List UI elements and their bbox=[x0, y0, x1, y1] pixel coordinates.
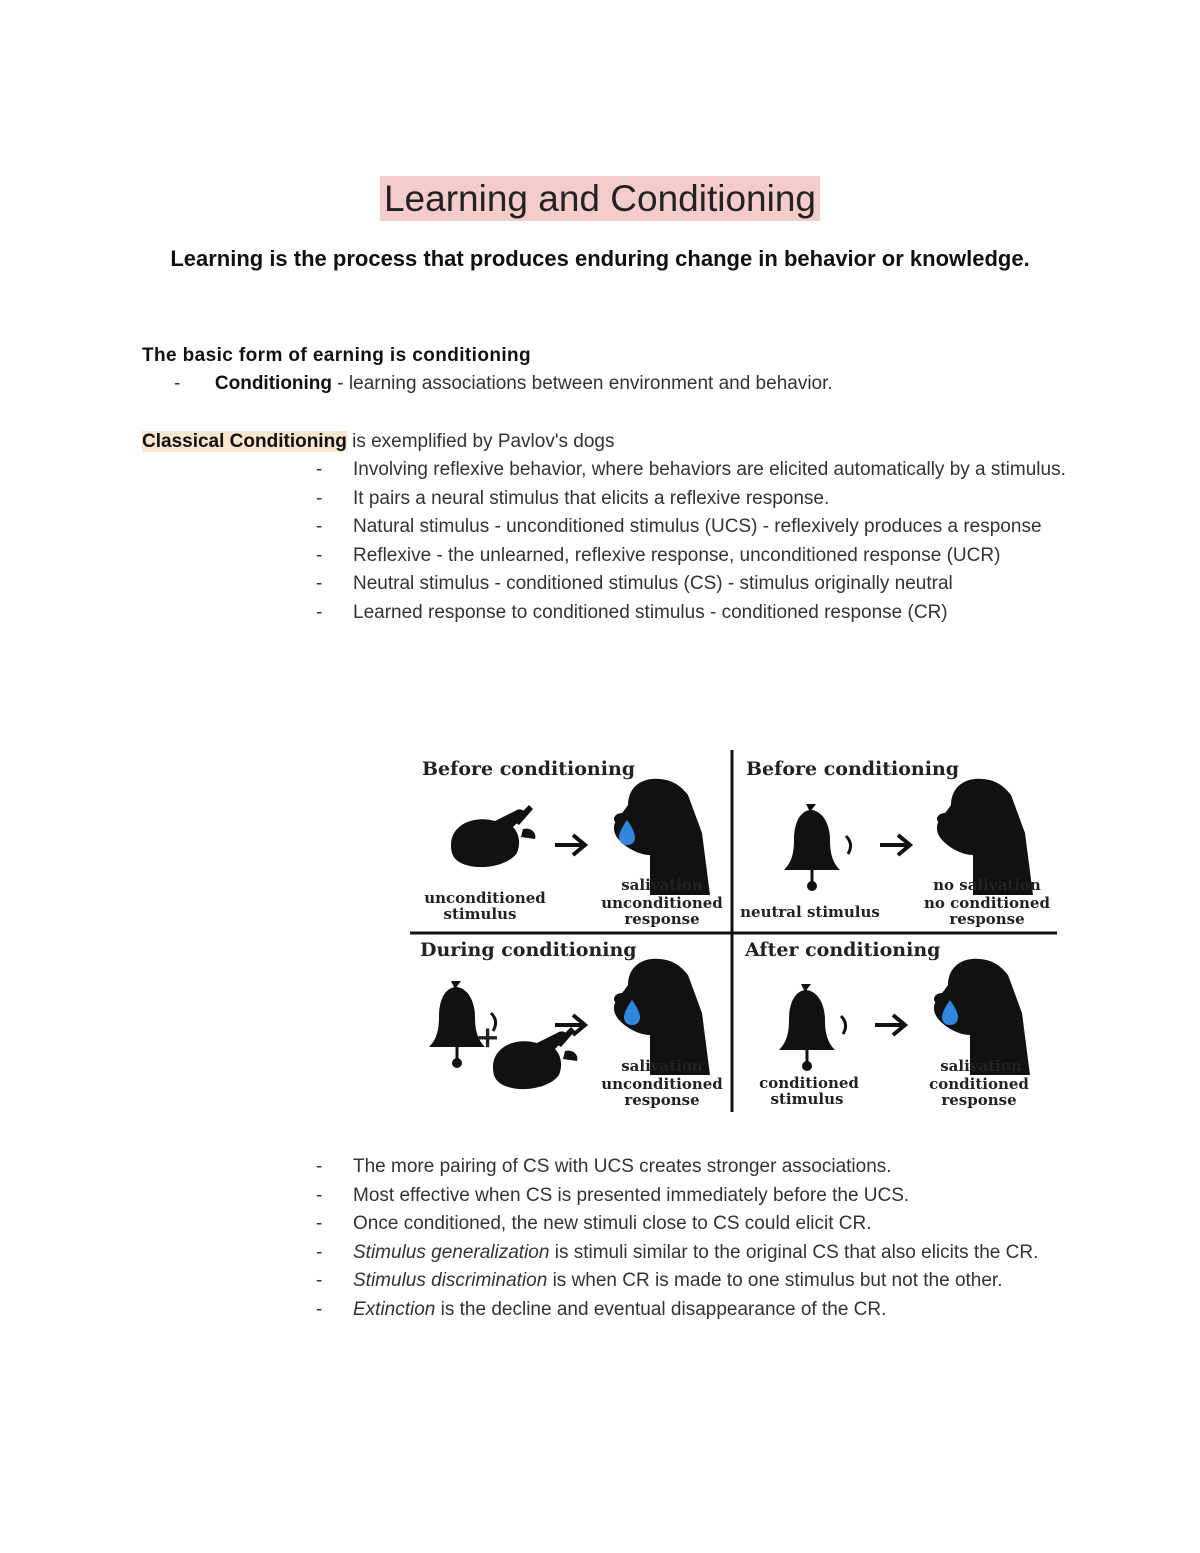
classical-term: Classical Conditioning bbox=[142, 431, 347, 452]
conditioning-term: Conditioning bbox=[214, 373, 333, 394]
after-bullets bbox=[313, 1153, 1073, 1324]
dash: - bbox=[174, 373, 181, 394]
list-item: - Neutral stimulus - conditioned stimulus (CS) - stimulus originally neutral bbox=[316, 573, 953, 594]
label: unconditioned bbox=[424, 889, 546, 907]
subtitle: Learning is the process that produces enduring change in behavior or knowledge. bbox=[170, 246, 1030, 271]
label: stimulus bbox=[770, 1090, 844, 1108]
list-item: - Stimulus discrimination is when CR is made to one stimulus but not the other. bbox=[316, 1270, 1003, 1291]
label: salivation bbox=[940, 1057, 1022, 1075]
list-item: - Reflexive - the unlearned, reflexive response, unconditioned response (UCR) bbox=[316, 544, 1001, 566]
arrow-icon bbox=[880, 835, 910, 855]
label: unconditioned bbox=[601, 894, 723, 912]
title-text: Learning and Conditioning bbox=[380, 176, 820, 221]
classical-heading bbox=[142, 428, 614, 456]
panel-after bbox=[744, 939, 1030, 1109]
label: conditioned bbox=[929, 1075, 1029, 1093]
label: stimulus bbox=[443, 905, 517, 923]
label: no conditioned bbox=[924, 894, 1050, 912]
page-title bbox=[0, 178, 1200, 220]
basic-heading: The basic form of earning is conditioning bbox=[142, 345, 532, 366]
panel-heading: During conditioning bbox=[420, 939, 637, 961]
list-item: - Once conditioned, the new stimuli close to CS could elicit CR. bbox=[316, 1213, 872, 1234]
bell-icon bbox=[779, 984, 846, 1071]
label: salivation bbox=[621, 876, 703, 894]
panel-heading: After conditioning bbox=[745, 939, 941, 961]
list-item: - Learned response to conditioned stimulus - conditioned response (CR) bbox=[316, 601, 948, 623]
list-item: - Natural stimulus - unconditioned stimulus (UCS) - reflexively produces a response bbox=[316, 516, 1042, 537]
label: neutral stimulus bbox=[740, 903, 880, 921]
panel-during bbox=[420, 939, 723, 1109]
panel-heading: Before conditioning bbox=[422, 758, 636, 780]
panel-before-bell bbox=[740, 758, 1050, 928]
list-item: - Most effective when CS is presented immediately before the UCS. bbox=[316, 1184, 910, 1206]
panel-before-food bbox=[422, 758, 723, 928]
label: response bbox=[624, 1091, 700, 1109]
chicken-icon bbox=[493, 1027, 577, 1089]
label: unconditioned bbox=[601, 1075, 723, 1093]
plus-sign: + bbox=[475, 1020, 501, 1055]
conditioning-definition: - learning associations between environment and behavior. bbox=[332, 373, 833, 394]
list-item: - Involving reflexive behavior, where behaviors are elicited automatically by a stimulus. bbox=[316, 459, 1066, 480]
label: response bbox=[949, 910, 1025, 928]
list-item: - Extinction is the decline and eventual disappearance of the CR. bbox=[316, 1298, 887, 1320]
pavlov-diagram bbox=[405, 745, 1060, 1115]
list-item: - Stimulus generalization is stimuli similar to the original CS that also elicits the CR. bbox=[316, 1241, 1039, 1263]
label: salivation bbox=[621, 1057, 703, 1075]
list-item: - It pairs a neural stimulus that elicits a reflexive response. bbox=[316, 487, 830, 509]
chicken-icon bbox=[451, 805, 535, 867]
label: response bbox=[941, 1091, 1017, 1109]
bell-icon bbox=[784, 804, 851, 891]
label: no salivation bbox=[933, 876, 1041, 894]
classical-rest: is exemplified by Pavlov's dogs bbox=[346, 431, 615, 452]
classical-bullets bbox=[313, 456, 1073, 627]
panel-heading: Before conditioning bbox=[746, 758, 960, 780]
conditioning-item bbox=[174, 370, 833, 398]
label: response bbox=[624, 910, 700, 928]
label: conditioned bbox=[759, 1074, 859, 1092]
arrow-icon bbox=[555, 835, 585, 855]
arrow-icon bbox=[875, 1015, 905, 1035]
list-item: - The more pairing of CS with UCS creates stronger associations. bbox=[316, 1156, 892, 1177]
